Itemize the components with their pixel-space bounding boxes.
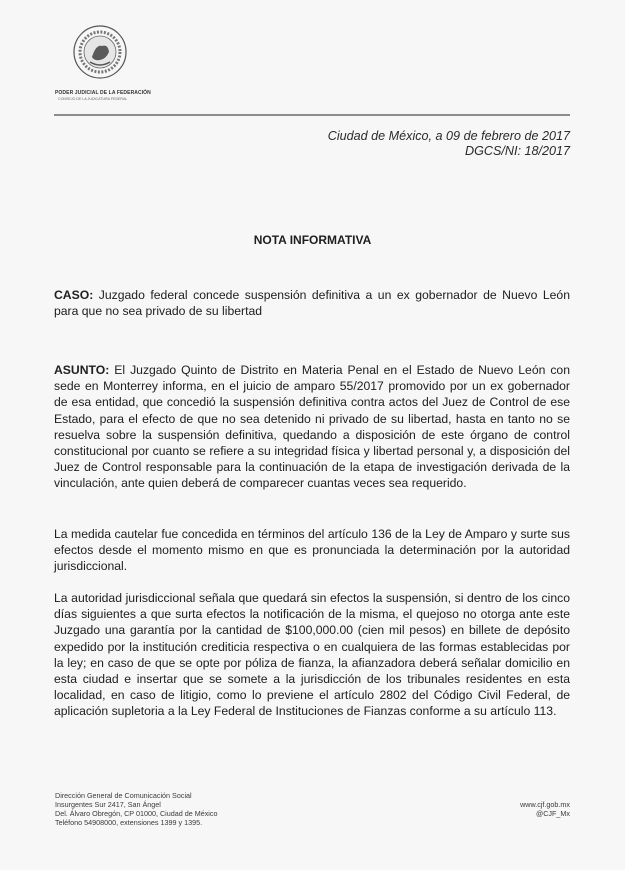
asunto-label: ASUNTO: xyxy=(54,363,110,377)
document-title: NOTA INFORMATIVA xyxy=(253,233,372,247)
dateline xyxy=(328,129,570,159)
caso-label: CASO: xyxy=(54,288,94,302)
place-date: Ciudad de México, a 09 de febrero de 2017 xyxy=(327,129,570,143)
caso-text: Juzgado federal concede suspensión definitiva a un ex gobernador de Nuevo León para que no sea privado de su libertad xyxy=(54,288,570,319)
address-line: Insurgentes Sur 2417, San Ángel xyxy=(55,800,161,809)
caso-paragraph xyxy=(54,287,570,319)
address-line: Del. Álvaro Obregón, CP 01000, Ciudad de México xyxy=(55,809,218,818)
asunto-text: El Juzgado Quinto de Distrito en Materia Penal en el Estado de Nuevo León con sede en Monterrey informa, en el juicio de amparo 55/2017 promovido por un ex gobernador de esa entidad, que concedió la suspensión definitiva contra actos del Juez de Control de ese Estado, para el efecto de que no sea detenido ni privado de su libertad, hasta en tanto no se resuelva sobre la suspensión definitiva, quedando a disposición de este órgano de control constitucional por cuanto se refiere a su integridad física y libertad personal y, a disposición del Juez de Control responsable para la continuación de la etapa de investigación derivada de la vinculación, ante quien deberá de comparecer cuantas veces sea requerido. xyxy=(54,363,570,491)
website-link[interactable]: www.cjf.gob.mx xyxy=(520,800,570,809)
address-line: Dirección General de Comunicación Social xyxy=(55,791,192,800)
footer-address xyxy=(55,791,217,827)
seal-icon xyxy=(72,24,128,80)
reference-number: DGCS/NI: 18/2017 xyxy=(465,144,570,158)
organization-subtitle: CONSEJO DE LA JUDICATURA FEDERAL xyxy=(58,97,128,101)
organization-name: PODER JUDICIAL DE LA FEDERACIÓN xyxy=(55,90,151,96)
address-line: Teléfono 54908000, extensiones 1399 y 1395. xyxy=(55,818,203,827)
footer-contact xyxy=(520,800,570,818)
body-paragraph: La autoridad jurisdiccional señala que quedará sin efectos la suspensión, si dentro de los cinco días siguientes a que surta efectos la notificación de la misma, el quejoso no otorga ante este Juzgado una garantía por la cantidad de $100,000.00 (cien mil pesos) en billete de depósito expedido por la institución crediticia respectiva o en cualquiera de las formas establecidas por la ley; en caso de que se opte por póliza de fianza, la afianzadora deberá señalar domicilio en esta ciudad e insertar que se somete a la jurisdicción de los tribunales residentes en esta localidad, en caso de litigio, como lo previene el artículo 2802 del Código Civil Federal, de aplicación supletoria a la Ley Federal de Instituciones de Fianzas conforme a su artículo 113. xyxy=(54,591,570,719)
asunto-paragraph xyxy=(54,362,570,492)
header-divider xyxy=(54,114,570,116)
body-paragraph: La medida cautelar fue concedida en términos del artículo 136 de la Ley de Amparo y surte sus efectos desde el momento mismo en que es pronunciada la determinación por la autoridad jurisdiccional. xyxy=(54,527,570,574)
twitter-handle[interactable]: @CJF_Mx xyxy=(535,809,570,818)
